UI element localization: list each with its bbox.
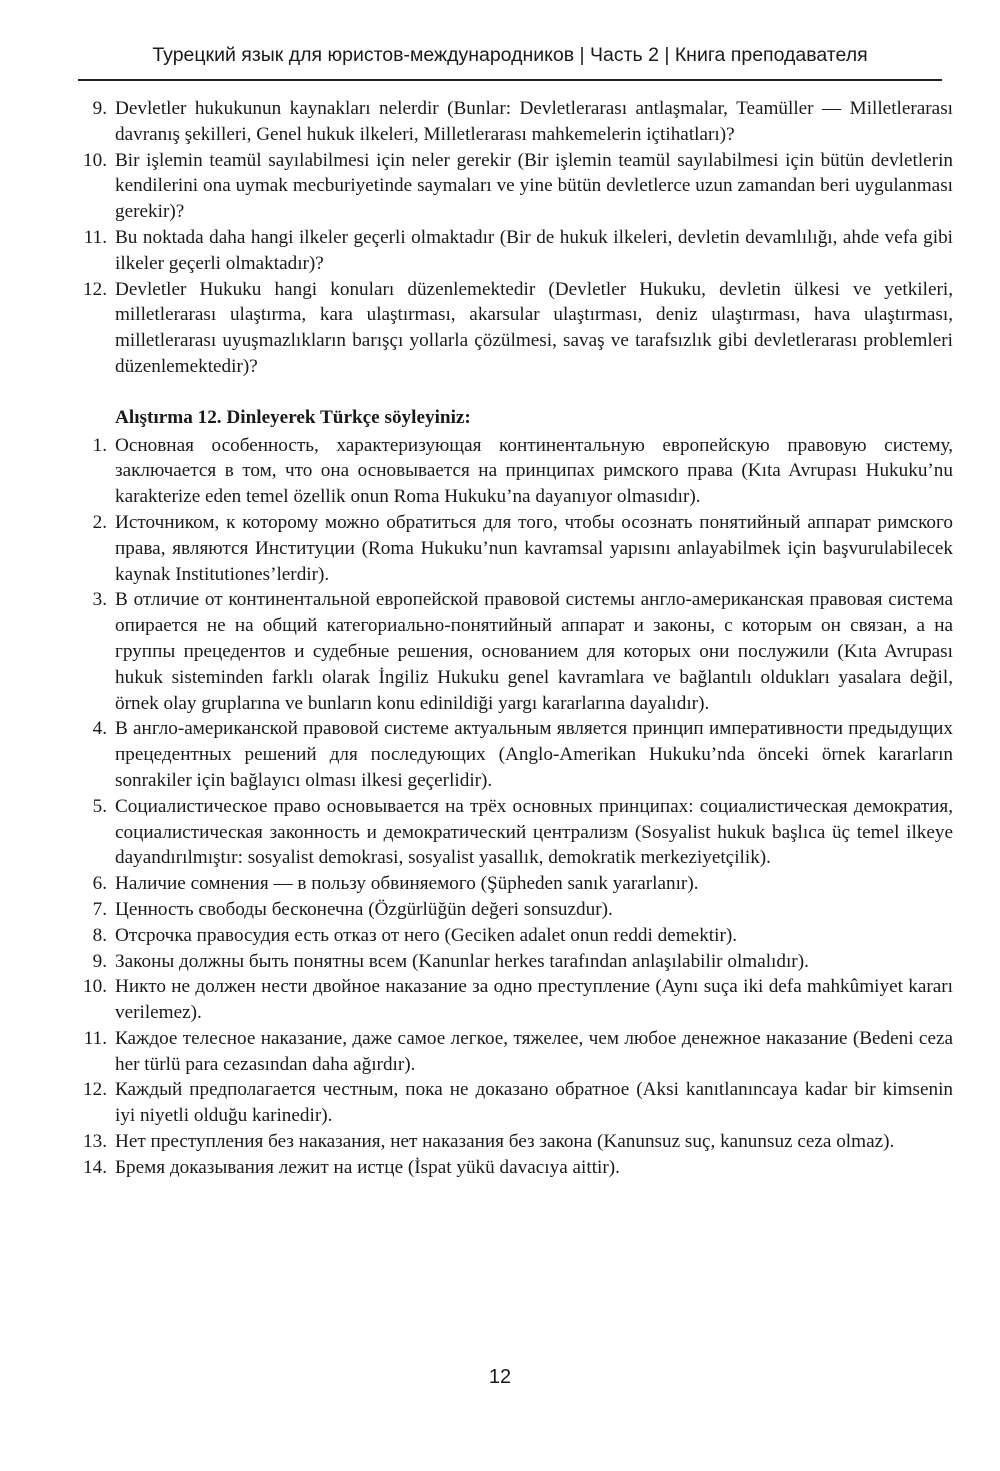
list-item <box>63 510 953 587</box>
item-number: 12. <box>83 278 107 300</box>
item-number: 11. <box>83 1027 107 1049</box>
item-number: 10. <box>83 976 107 998</box>
item-number: 9. <box>92 950 107 972</box>
list-item <box>63 148 953 225</box>
running-header: Турецкий язык для юристов-международников | Часть 2 | Книга преподавателя <box>152 44 868 66</box>
item-number: 7. <box>92 898 107 920</box>
item-text: Bir işlemin teamül sayılabilmesi için neler gerekir (Bir işlemin teamül sayılabilmesi için bütün devletlerin kendilerini ona uymak mecburiyetinde saymaları ve yine bütün devletlerce uzun zamandan beri uygulanması gerekir)? <box>115 149 953 223</box>
item-number: 9. <box>92 98 107 119</box>
item-number: 10. <box>83 149 107 171</box>
item-number: 14. <box>83 1156 107 1178</box>
question-list <box>63 96 953 380</box>
item-text: Источником, к которому можно обратиться для того, чтобы осознать понятийный аппарат римского права, являются Институции (Roma Hukuku’nun kavramsal yapısını anlayabilmek için başvurulabilecek kaynak Institutiones’lerdir). <box>115 511 953 585</box>
item-text: Наличие сомнения — в пользу обвиняемого (Şüpheden sanık yararlanır). <box>115 873 699 895</box>
list-item <box>63 1155 953 1181</box>
item-text: Основная особенность, характеризующая континентальную европейскую правовую систему, заключается в том, что она основывается на принципах римского права (Kıta Avrupası Hukuku’nu karakterize eden temel özellik onun Roma Hukuku’na dayanıyor olmasıdır). <box>115 434 953 508</box>
list-item <box>63 1077 953 1129</box>
item-text: Никто не должен нести двойное наказание за одно преступление (Aynı suça iki defa mahkûmiyet kararı verilemez). <box>115 976 953 1024</box>
item-number: 13. <box>83 1131 107 1153</box>
item-text: В отличие от континентальной европейской правовой системы англо-американская правовая система опирается не на общий категориально-понятийный аппарат и законы, с которым он связан, а на группы прецедентов и судебные решения, основанием для которых они послужили (Kıta Avrupası hukuk sisteminden farklı olarak İngiliz Hukuku genel kavramlara ve bağlantılı oldukları yasalara değil, örnek olay gruplarına ve bunların konu edinildiği yargı kararlarına dayalıdır). <box>115 589 953 714</box>
item-number: 12. <box>83 1079 107 1101</box>
item-text: Законы должны быть понятны всем (Kanunlar herkes tarafından anlaşılabilir olmalıdır). <box>115 950 809 972</box>
item-number: 8. <box>92 924 107 946</box>
item-text: Социалистическое право основывается на трёх основных принципах: социалистическая демократия, социалистическая законность и демократический централизм (Sosyalist hukuk başlıca üç temel ilkeye dayandırılmıştır: sosyalist demokrasi, sosyalist yasallık, demokratik merkeziyetçilik). <box>115 795 953 869</box>
exercise-title: Alıştırma 12. Dinleyerek Türkçe söyleyiniz: <box>115 406 471 428</box>
list-item <box>63 871 953 897</box>
item-text: Отсрочка правосудия есть отказ от него (Geciken adalet onun reddi demektir). <box>115 924 738 946</box>
header-rule <box>78 79 942 81</box>
list-item <box>63 974 953 1026</box>
list-item <box>63 897 953 923</box>
list-item <box>63 96 953 148</box>
item-number: 6. <box>92 873 107 895</box>
item-text: Bu noktada daha hangi ilkeler geçerli olmaktadır (Bir de hukuk ilkeleri, devletin devamlılığı, ahde vefa gibi ilkeler geçerli olmaktadır)? <box>115 226 953 274</box>
list-item <box>63 225 953 277</box>
page-content <box>63 96 953 1181</box>
item-number: 3. <box>92 589 107 611</box>
list-item <box>63 587 953 716</box>
item-text: Каждый предполагается честным, пока не доказано обратное (Aksi kanıtlanıncaya kadar bir kimsenin iyi niyetli olduğu karinedir). <box>115 1079 953 1127</box>
page-number: 12 <box>488 1366 512 1388</box>
list-item <box>63 1026 953 1078</box>
list-item <box>63 949 953 975</box>
list-item <box>63 1129 953 1155</box>
item-number: 1. <box>92 434 107 456</box>
list-item <box>63 794 953 871</box>
item-number: 2. <box>92 511 107 533</box>
item-text: Бремя доказывания лежит на истце (İspat yükü davacıya aittir). <box>115 1156 620 1178</box>
exercise-list <box>63 433 953 1181</box>
item-text: Каждое телесное наказание, даже самое легкое, тяжелее, чем любое денежное наказание (Bedeni ceza her türlü para cezasından daha ağırdır). <box>115 1027 953 1075</box>
item-text: Ценность свободы бесконечна (Özgürlüğün değeri sonsuzdur). <box>115 898 613 920</box>
item-text: Devletler hukukunun kaynakları nelerdir (Bunlar: Devletlerarası antlaşmalar, Teamüller — Milletlerarası davranış şekilleri, Genel hukuk ilkeleri, Milletlerarası mahkemelerin içtihatları)? <box>115 98 953 145</box>
item-text: В англо-американской правовой системе актуальным является принцип императивности предыдущих прецедентных решений для последующих (Anglo-Amerikan Hukuku’nda önceki örnek kararların sonrakiler için bağlayıcı olması ilkesi geçerlidir). <box>115 718 953 791</box>
list-item <box>63 277 953 380</box>
item-number: 4. <box>92 718 107 740</box>
item-number: 5. <box>92 795 107 817</box>
item-text: Нет преступления без наказания, нет наказания без закона (Kanunsuz suç, kanunsuz ceza olmaz). <box>115 1131 895 1153</box>
list-item <box>63 923 953 949</box>
list-item <box>63 716 953 793</box>
list-item <box>63 433 953 510</box>
item-text: Devletler Hukuku hangi konuları düzenlemektedir (Devletler Hukuku, devletin ülkesi ve yetkileri, milletlerarası ulaştırma, kara ulaştırması, akarsular ulaştırması, deniz ulaştırması, hava ulaştırması, milletlerarası uyuşmazlıkların barışçı yollarla çözülmesi, savaş ve tarafsızlık gibi devletlerarası problemleri düzenlemektedir)? <box>115 278 953 377</box>
item-number: 11. <box>83 226 107 248</box>
